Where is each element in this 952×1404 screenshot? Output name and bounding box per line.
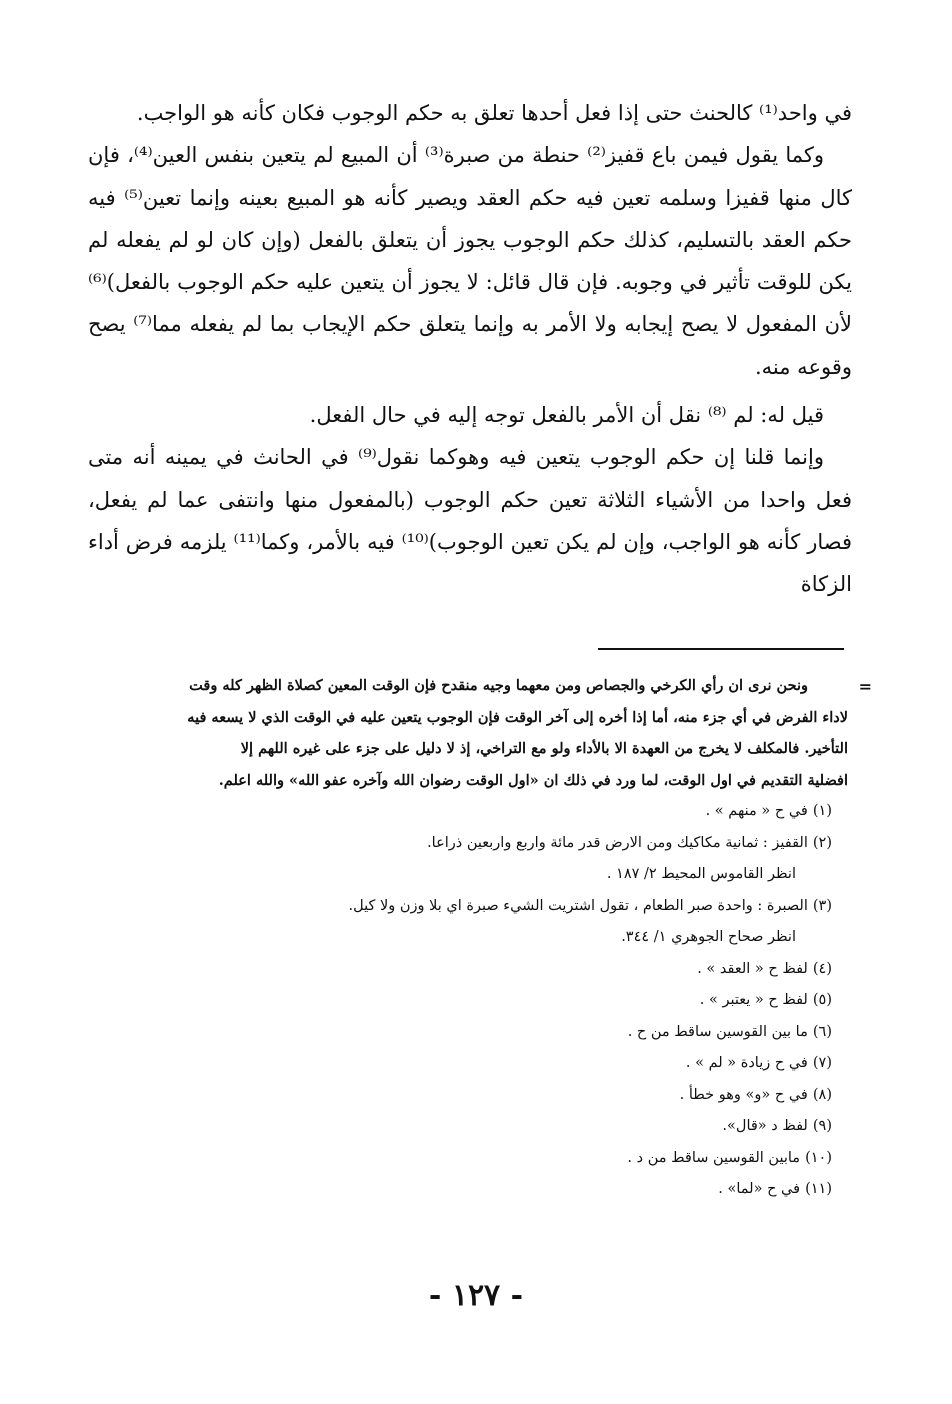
footnote-text: انظر القاموس المحيط ٢/ ١٨٧ . [606,866,796,882]
footnote-text: مابين القوسين ساقط من د . [627,1149,801,1166]
footnote-text: القفيز : ثمانية مكاكيك ومن الارض قدر مائة واربع واربعين ذراعا. [427,834,808,851]
continuation-line-2: لاداء الفرض في أي جزء منه، أما إذا أخره إلى آخر الوقت فإن الوجوب يتعين عليه في الوقت الذي لا يسعه فيه [187,708,848,726]
footnote-3-reference [100,922,848,954]
footnote-text: لفظ ح « العقد » . [697,960,808,977]
footnote-text: لفظ د «قال». [722,1118,808,1134]
footnote-separator-rule [598,648,844,650]
footnote-2-reference [100,859,848,891]
footnote-number: (٨) [812,1086,832,1103]
footnote-number: (١١) [805,1181,832,1197]
main-paragraph-2: وكما يقول فيمن باع قفيز⁽²⁾ حنطة من صبرة⁽³⁾ أن المبيع لم يتعين بنفس العين⁽⁴⁾، فإن كال منها قفيزا وسلمه تعين فيه حكم العقد ويصير كأنه هو المبيع بعينه وإنما تعين⁽⁵⁾ فيه حكم العقد بالتسليم، كذلك حكم الوجوب يجوز أن يتعلق بالفعل (وإن كان لو لم يفعله لم يكن للوقت تأثير في وجوبه. فإن قال قائل: لا يجوز أن يتعين عليه حكم الوجوب بالفعل)⁽⁶⁾ لأن المفعول لا يصح إيجابه ولا الأمر به وإنما يتعلق حكم الإيجاب بما لم يفعله مما⁽⁷⁾ يصح وقوعه منه. [88,143,852,379]
footnote-2 [100,828,848,860]
footnote-text: في ح « منهم » . [705,803,808,819]
footnote-10 [100,1143,848,1175]
footnote-text: في ح «و» وهو خطأ . [679,1086,808,1103]
footnote-3 [100,891,848,923]
footnote-11 [100,1174,848,1206]
footnote-text: ما بين القوسين ساقط من ح . [627,1023,808,1040]
footnote-number: (٤) [812,960,832,977]
main-paragraph-3: قيل له: لم ⁽⁸⁾ نقل أن الأمر بالفعل توجه إليه في حال الفعل. [309,403,824,428]
footnote-5 [100,985,848,1017]
footnote-text: لفظ ح « يعتبر » . [699,992,808,1008]
footnote-text: الصبرة : واحدة صبر الطعام ، تقول اشتريت الشيء صبرة اي بلا وزن ولا كيل. [348,897,808,914]
footnote-4 [100,954,848,986]
page-number: - ١٢٧ - [428,1278,524,1313]
footnote-number: (٧) [812,1055,832,1071]
footnote-6 [100,1017,848,1049]
continuation-line-3: التأخير. فالمكلف لا يخرج من العهدة الا بالأداء ولو مع التراخي، إذ لا دليل على جزء على غيره اللهم إلا [240,740,848,757]
footnote-9 [100,1111,848,1143]
continuation-line-4: افضلية التقديم في اول الوقت، لما ورد في ذلك ان «اول الوقت رضوان الله وآخره عفو الله» والله اعلم. [218,771,848,789]
footnote-number: (٦) [812,1023,832,1040]
footnote-text: في ح «لما» . [718,1181,801,1197]
footnote-number: (٢) [812,834,832,851]
footnote-continuation [100,670,872,796]
main-text-body [88,92,852,606]
continuation-line-1: ونحن نرى ان رأي الكرخي والجصاص ومن معهما وجيه منقدح فإن الوقت المعين كصلاة الظهر كله وقت [189,677,808,694]
footnote-8 [100,1080,848,1112]
footnote-text: في ح زيادة « لم » . [685,1055,808,1071]
footnote-1 [100,796,848,828]
footnote-number: (١٠) [805,1149,832,1166]
footnotes-section [100,670,872,1206]
footnote-number: (١) [812,803,832,819]
continuation-mark: = [858,677,872,696]
footnote-number: (٣) [812,897,832,914]
main-paragraph-4: وإنما قلنا إن حكم الوجوب يتعين فيه وهوكما نقول⁽⁹⁾ في الحانث في يمينه أنه متى فعل واحدا من الأشياء الثلاثة تعين حكم الوجوب (بالمفعول منها وانتفى عما لم يفعل، فصار كأنه هو الواجب، وإن لم يكن تعين الوجوب)⁽¹⁰⁾ فيه بالأمر، وكما⁽¹¹⁾ يلزمه فرض أداء الزكاة [88,445,852,597]
footnote-7 [100,1048,848,1080]
footnote-text: انظر صحاح الجوهري ١/ ٣٤٤. [621,929,796,945]
main-paragraph-1: في واحد⁽¹⁾ كالحنث حتى إذا فعل أحدها تعلق به حكم الوجوب فكان كأنه هو الواجب. [136,101,852,125]
footnote-number: (٩) [812,1118,832,1134]
footnote-number: (٥) [812,992,832,1008]
